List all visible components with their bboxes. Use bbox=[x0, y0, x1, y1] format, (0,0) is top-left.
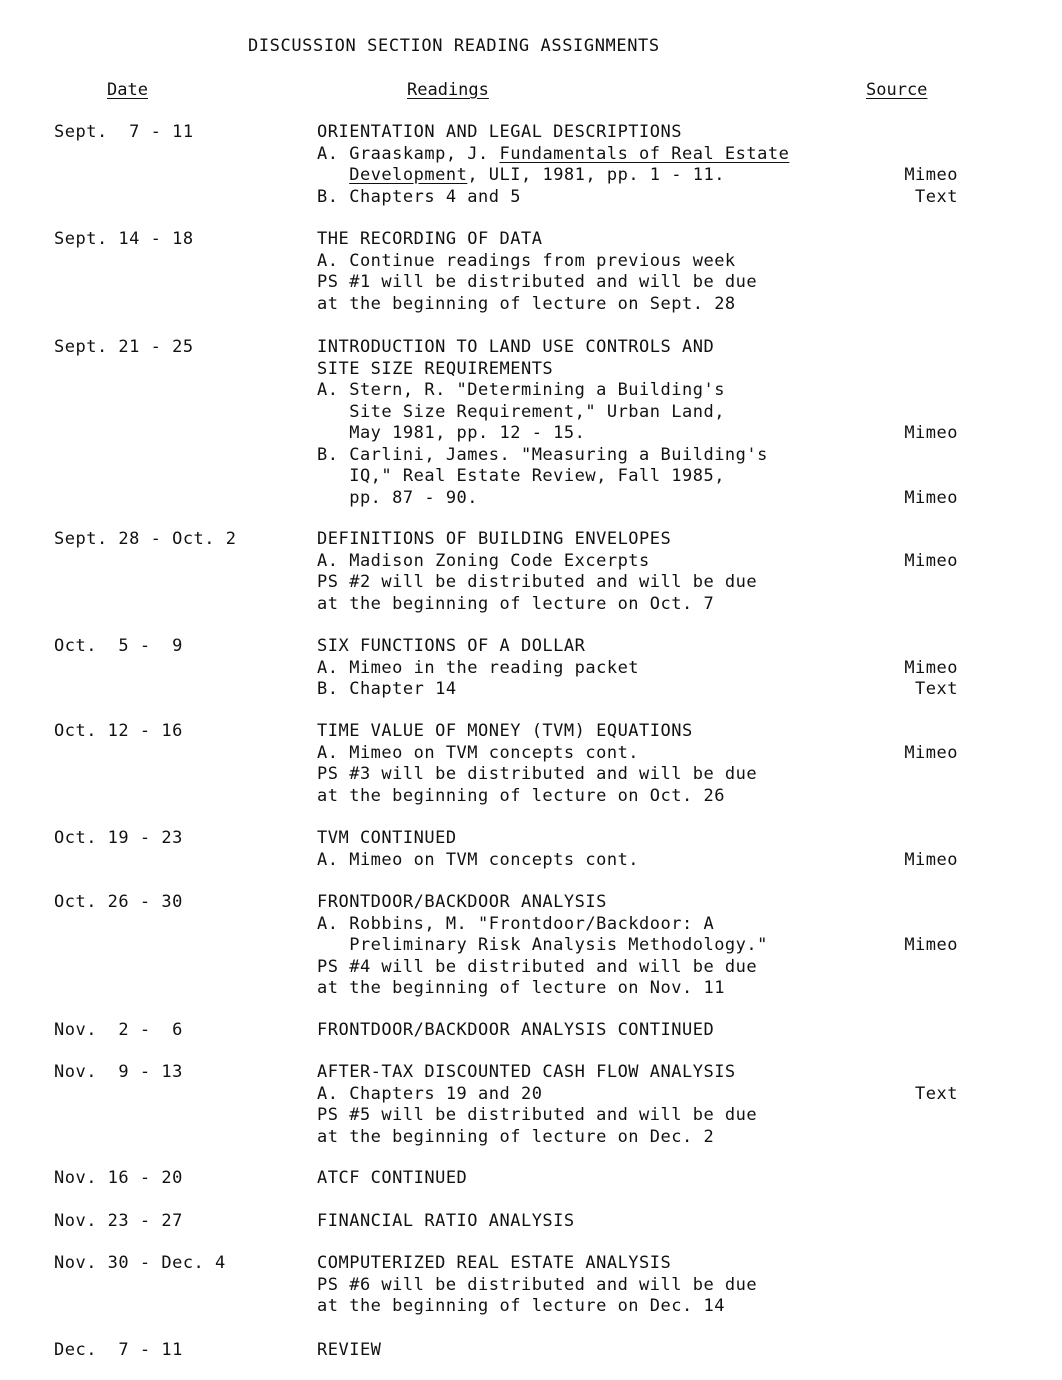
reading-line bbox=[0, 1275, 1062, 1297]
reading-text: COMPUTERIZED REAL ESTATE ANALYSIS bbox=[317, 1253, 672, 1273]
reading-text: A. Mimeo in the reading packet bbox=[317, 657, 640, 678]
entry-date: Dec. 7 - 11 bbox=[54, 1340, 183, 1360]
reading-source: Text bbox=[915, 679, 958, 699]
reading-line bbox=[0, 658, 1062, 680]
reading-text: May 1981, pp. 12 - 15. bbox=[317, 423, 586, 443]
document-title: DISCUSSION SECTION READING ASSIGNMENTS bbox=[248, 36, 660, 56]
reading-line bbox=[0, 1062, 1062, 1084]
entry-date: Sept. 28 - Oct. 2 bbox=[54, 529, 237, 549]
entry-date: Nov. 23 - 27 bbox=[54, 1211, 183, 1231]
reading-line bbox=[0, 423, 1062, 445]
reading-source: Mimeo bbox=[904, 487, 958, 508]
reading-line bbox=[0, 359, 1062, 381]
reading-text: A. Mimeo on TVM concepts cont. bbox=[317, 849, 640, 870]
column-header-date: Date bbox=[107, 80, 148, 100]
entry-readings bbox=[0, 1340, 1062, 1362]
reading-line bbox=[0, 636, 1062, 658]
reading-text: PS #5 will be distributed and will be due bbox=[317, 1105, 758, 1125]
reading-text: A. Stern, R. "Determining a Building's bbox=[317, 380, 725, 400]
reading-source: Mimeo bbox=[904, 550, 958, 571]
column-header-readings: Readings bbox=[407, 80, 489, 100]
reading-text bbox=[317, 165, 725, 187]
reading-text: IQ," Real Estate Review, Fall 1985, bbox=[317, 466, 725, 486]
reading-line bbox=[0, 850, 1062, 872]
reading-text: THE RECORDING OF DATA bbox=[317, 229, 543, 249]
reading-line bbox=[0, 144, 1062, 166]
reading-line bbox=[0, 935, 1062, 957]
reading-text: SITE SIZE REQUIREMENTS bbox=[317, 358, 554, 379]
reading-line bbox=[0, 743, 1062, 765]
reading-text: at the beginning of lecture on Nov. 11 bbox=[317, 978, 725, 998]
reading-line bbox=[0, 1253, 1062, 1275]
reading-text: Preliminary Risk Analysis Methodology." bbox=[317, 935, 768, 955]
reading-text: PS #6 will be distributed and will be due bbox=[317, 1274, 758, 1295]
entry-date: Oct. 5 - 9 bbox=[54, 636, 183, 656]
reading-line bbox=[0, 721, 1062, 743]
reading-line bbox=[0, 1084, 1062, 1106]
entry-readings bbox=[0, 1211, 1062, 1233]
reading-source: Mimeo bbox=[904, 657, 958, 678]
reading-text: PS #3 will be distributed and will be due bbox=[317, 764, 758, 784]
column-header-source: Source bbox=[866, 80, 928, 100]
reading-line bbox=[0, 122, 1062, 144]
entry-readings bbox=[0, 892, 1062, 1000]
entry-date: Oct. 12 - 16 bbox=[54, 721, 183, 741]
reading-text: at the beginning of lecture on Dec. 2 bbox=[317, 1126, 715, 1147]
reading-text: at the beginning of lecture on Sept. 28 bbox=[317, 293, 736, 314]
reading-text: Site Size Requirement," Urban Land, bbox=[317, 401, 725, 422]
reading-source: Mimeo bbox=[904, 935, 958, 955]
reading-text: at the beginning of lecture on Oct. 26 bbox=[317, 785, 725, 806]
reading-line bbox=[0, 764, 1062, 786]
reading-text: FRONTDOOR/BACKDOOR ANALYSIS bbox=[317, 892, 607, 912]
reading-line bbox=[0, 187, 1062, 209]
reading-line bbox=[0, 380, 1062, 402]
reading-text: PS #1 will be distributed and will be due bbox=[317, 272, 758, 292]
reading-source: Mimeo bbox=[904, 849, 958, 870]
entry-date: Sept. 7 - 11 bbox=[54, 122, 194, 142]
reading-text: TIME VALUE OF MONEY (TVM) EQUATIONS bbox=[317, 721, 693, 741]
reading-text: A. Continue readings from previous week bbox=[317, 250, 736, 271]
reading-line bbox=[0, 1340, 1062, 1362]
entry-readings bbox=[0, 529, 1062, 615]
reading-text: pp. 87 - 90. bbox=[317, 487, 479, 508]
reading-source: Mimeo bbox=[904, 423, 958, 443]
entry-readings bbox=[0, 1062, 1062, 1148]
entry-readings bbox=[0, 337, 1062, 509]
entry-readings bbox=[0, 721, 1062, 807]
reading-title-underlined: Development bbox=[349, 165, 468, 185]
reading-line bbox=[0, 978, 1062, 1000]
reading-line bbox=[0, 957, 1062, 979]
entry-date: Nov. 30 - Dec. 4 bbox=[54, 1253, 226, 1273]
reading-line bbox=[0, 786, 1062, 808]
reading-text: SIX FUNCTIONS OF A DOLLAR bbox=[317, 636, 586, 656]
entry-date: Sept. 14 - 18 bbox=[54, 229, 194, 249]
entry-readings bbox=[0, 828, 1062, 871]
reading-line bbox=[0, 1296, 1062, 1318]
reading-line bbox=[0, 1127, 1062, 1149]
reading-source: Mimeo bbox=[904, 165, 958, 185]
reading-text: B. Chapter 14 bbox=[317, 679, 457, 699]
reading-text: ATCF CONTINUED bbox=[317, 1168, 468, 1188]
reading-line bbox=[0, 229, 1062, 251]
reading-text-part: , ULI, 1981, pp. 1 - 11. bbox=[467, 165, 725, 185]
entry-date: Nov. 9 - 13 bbox=[54, 1062, 183, 1082]
reading-line bbox=[0, 1020, 1062, 1042]
reading-text-part: A. Graaskamp, J. bbox=[317, 143, 500, 164]
entry-readings bbox=[0, 229, 1062, 315]
reading-text: FINANCIAL RATIO ANALYSIS bbox=[317, 1211, 575, 1231]
reading-text: A. Chapters 19 and 20 bbox=[317, 1083, 543, 1104]
reading-line bbox=[0, 251, 1062, 273]
reading-text: PS #4 will be distributed and will be due bbox=[317, 956, 758, 977]
reading-source: Mimeo bbox=[904, 742, 958, 763]
reading-line bbox=[0, 679, 1062, 701]
reading-text: INTRODUCTION TO LAND USE CONTROLS AND bbox=[317, 337, 715, 357]
reading-text: B. Carlini, James. "Measuring a Building's bbox=[317, 444, 768, 465]
reading-line bbox=[0, 914, 1062, 936]
entry-readings bbox=[0, 636, 1062, 701]
entry-readings bbox=[0, 1168, 1062, 1190]
reading-text: REVIEW bbox=[317, 1340, 382, 1360]
reading-text: at the beginning of lecture on Oct. 7 bbox=[317, 593, 715, 614]
reading-line bbox=[0, 337, 1062, 359]
reading-line bbox=[0, 272, 1062, 294]
reading-line bbox=[0, 1211, 1062, 1233]
reading-line bbox=[0, 294, 1062, 316]
entry-date: Sept. 21 - 25 bbox=[54, 337, 194, 357]
entry-readings bbox=[0, 122, 1062, 208]
entry-date: Nov. 2 - 6 bbox=[54, 1020, 183, 1040]
reading-line bbox=[0, 1105, 1062, 1127]
entry-date: Oct. 26 - 30 bbox=[54, 892, 183, 912]
reading-line bbox=[0, 1168, 1062, 1190]
reading-line bbox=[0, 466, 1062, 488]
reading-text: PS #2 will be distributed and will be due bbox=[317, 572, 758, 592]
reading-text: DEFINITIONS OF BUILDING ENVELOPES bbox=[317, 529, 672, 549]
reading-text bbox=[317, 144, 789, 166]
reading-line bbox=[0, 594, 1062, 616]
reading-line bbox=[0, 551, 1062, 573]
reading-line bbox=[0, 165, 1062, 187]
reading-text: B. Chapters 4 and 5 bbox=[317, 186, 521, 207]
reading-text: A. Madison Zoning Code Excerpts bbox=[317, 550, 650, 571]
reading-line bbox=[0, 529, 1062, 551]
reading-text: FRONTDOOR/BACKDOOR ANALYSIS CONTINUED bbox=[317, 1020, 715, 1040]
reading-line bbox=[0, 828, 1062, 850]
reading-text: TVM CONTINUED bbox=[317, 828, 457, 848]
reading-text: A. Robbins, M. "Frontdoor/Backdoor: A bbox=[317, 913, 715, 934]
entry-readings bbox=[0, 1020, 1062, 1042]
reading-source: Text bbox=[915, 1083, 958, 1104]
reading-line bbox=[0, 402, 1062, 424]
reading-line bbox=[0, 572, 1062, 594]
reading-text: A. Mimeo on TVM concepts cont. bbox=[317, 742, 640, 763]
reading-text: AFTER-TAX DISCOUNTED CASH FLOW ANALYSIS bbox=[317, 1062, 736, 1082]
reading-text: at the beginning of lecture on Dec. 14 bbox=[317, 1296, 725, 1316]
reading-line bbox=[0, 445, 1062, 467]
reading-line bbox=[0, 892, 1062, 914]
entry-date: Oct. 19 - 23 bbox=[54, 828, 183, 848]
entry-date: Nov. 16 - 20 bbox=[54, 1168, 183, 1188]
entry-readings bbox=[0, 1253, 1062, 1318]
reading-text: ORIENTATION AND LEGAL DESCRIPTIONS bbox=[317, 122, 682, 142]
reading-line bbox=[0, 488, 1062, 510]
reading-source: Text bbox=[915, 186, 958, 207]
reading-title-underlined: Fundamentals of Real Estate bbox=[499, 143, 790, 164]
